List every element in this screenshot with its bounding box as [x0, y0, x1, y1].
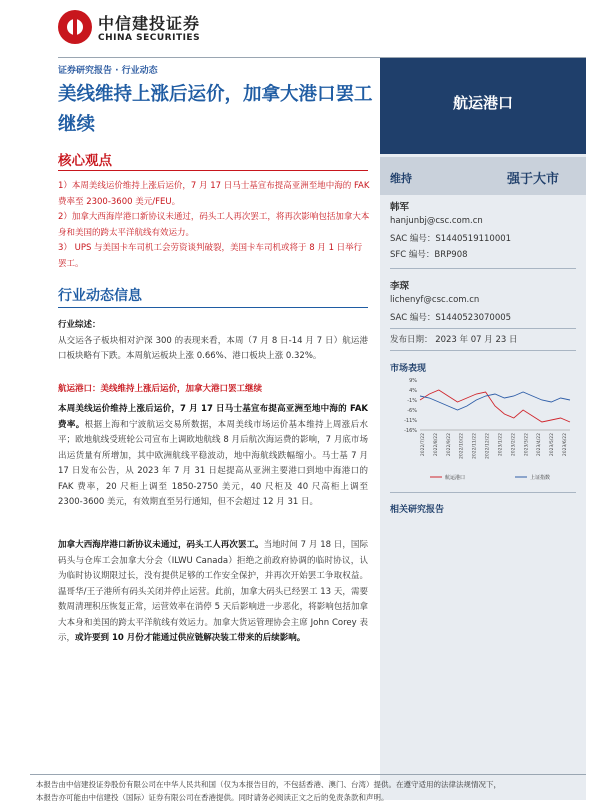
x-tick-label: 2022/7/22	[421, 433, 426, 457]
side-divider	[390, 268, 576, 269]
heading-rule	[58, 170, 368, 171]
analyst-1-name: 韩军	[390, 202, 410, 213]
disclaimer-line-2: 本报告亦可能由中信建投（国际）证券有限公司在香港提供。同时请务必阅读正文之后的免责条款和声明。	[36, 793, 389, 802]
x-tick-label: 2023/6/22	[563, 433, 568, 457]
x-tick-label: 2022/10/22	[459, 433, 465, 459]
company-name-cn: 中信建投证券	[98, 14, 201, 33]
y-tick-label: 9%	[409, 378, 417, 384]
analyst-1-sac: SAC 编号：S1440519110001	[390, 234, 512, 244]
side-divider	[390, 492, 576, 493]
paragraph-1-lead: 本周美线运价维持上涨后运价，7 月 17 日马士基宣布提高亚洲至地中海的 FAK 费率。	[58, 404, 368, 430]
paragraph-1-body: 根据上海和宁波航运交易所数据，本周美线市场运价基本维持上周涨后水平；欧地航线受班轮公司宣布上调欧地航线 8 月后航次海运费的影响，7 月底市场出运货量有所增加，其中欧洲航线平稳波动，地中海航线跌幅缩小。马士基 7 月 17 日发布公告，从 2023 年 7 月 31 日起提高从亚洲主要港口到地中海港口的 FAK 费率，20 尺柜上调至 1850-2750 美元，40 尺柜及 40 尺高柜上调至 2300-3600 美元，有效期直至另行通知，但不会超过 12 月 31 日。	[58, 419, 368, 507]
rating-value: 强于大市	[507, 172, 560, 187]
x-tick-label: 2023/2/22	[511, 433, 517, 457]
legend-label: 上证指数	[530, 475, 551, 481]
paragraph-2	[58, 538, 368, 647]
document-type: 证券研究报告 · 行业动态	[58, 66, 158, 76]
company-logo-icon	[58, 10, 92, 44]
overview-text: 从交运各子板块相对沪深 300 的表现来看，本周（7 月 8 日-14 月 7 日）航运港口板块略有下跌。本周航运板块上涨 0.66%、港口板块上涨 0.32%。	[58, 335, 368, 361]
industry-heading: 行业动态信息	[58, 288, 142, 304]
rating-action: 维持	[390, 172, 412, 185]
x-tick-label: 2022/11/22	[472, 433, 478, 459]
key-point-2: 2）加拿大西海岸港口新协议未通过，码头工人再次罢工，将再次影响包括加拿大本身和美国的跨太平洋航线有效运力。	[58, 212, 370, 238]
market-performance-heading: 市场表现	[390, 364, 427, 374]
side-divider	[390, 328, 576, 329]
sector-label: 航运港口	[452, 94, 513, 112]
analyst-1-email[interactable]: hanjunbj@csc.com.cn	[390, 216, 483, 226]
paragraph-2-tail: 或许要到 10 月份才能通过供应链解决装工带来的后续影响。	[75, 633, 306, 643]
disclaimer-line-1: 本报告由中信建投证券股份有限公司在中华人民共和国（仅为本报告目的，不包括香港、澳门、台湾）提供。在遵守适用的法律法规情况下，	[36, 780, 501, 789]
key-point-3: 3） UPS 与美国卡车司机工会劳资谈判破裂，美国卡车司机或将于 8 月 1 日举行罢工。	[58, 243, 363, 269]
paragraph-1	[58, 402, 368, 511]
y-tick-label: -1%	[407, 398, 417, 404]
y-tick-label: 4%	[409, 388, 417, 394]
side-divider	[390, 350, 576, 351]
analyst-2-sac: SAC 编号：S1440523070005	[390, 313, 512, 323]
key-points-heading: 核心观点	[58, 153, 112, 169]
analyst-2-email[interactable]: lichenyf@csc.com.cn	[390, 295, 480, 305]
heading-rule	[58, 307, 368, 308]
overview-block	[58, 318, 368, 365]
footer-divider	[30, 774, 586, 775]
publish-date: 发布日期： 2023 年 07 月 23 日	[390, 335, 518, 345]
analyst-1-sfc: SFC 编号：BRP908	[390, 250, 468, 260]
x-tick-label: 2022/9/22	[446, 433, 452, 457]
x-tick-label: 2023/1/22	[498, 433, 504, 457]
overview-label: 行业综述：	[58, 320, 101, 330]
series-line-1	[420, 392, 570, 410]
y-tick-label: -11%	[404, 418, 417, 424]
legend-label: 航运港口	[445, 475, 466, 481]
x-tick-label: 2023/3/22	[524, 433, 530, 457]
x-tick-label: 2023/4/22	[537, 433, 543, 457]
paragraph-2-body: 当地时间 7 月 18 日，国际码头与仓库工会加拿大分会（ILWU Canada）拒绝之前政府协调的临时协议，认为临时协议期限过长，没有提供足够的工作安全保护，并再次开始罢工争取权益。温哥华/王子港所有码头关闭并停止运营。此前，加拿大码头已经罢工 13 天，需要数周清理积压恢复正常，运营效率在消停 5 天后影响进一步恶化，将影响包括加拿大本身和美国的跨太平洋航线有效运力。加拿大货运管理协会主席 John Corey 表示，	[58, 540, 368, 643]
y-tick-label: -6%	[407, 408, 417, 414]
key-point-1: 1）本周美线运价维持上涨后运价，7 月 17 日马士基宣布提高亚洲至地中海的 FAK 费率至 2300-3600 美元/FEU。	[58, 181, 370, 207]
x-tick-label: 2022/8/22	[433, 433, 439, 457]
y-tick-label: -16%	[404, 428, 417, 434]
sub-heading: 航运港口：美线维持上涨后运价，加拿大港口罢工继续	[58, 384, 263, 394]
company-name-en: CHINA SECURITIES	[98, 33, 201, 43]
series-line-0	[420, 390, 570, 422]
paragraph-2-lead: 加拿大西海岸港口新协议未通过，码头工人再次罢工。	[58, 540, 264, 550]
analyst-2-name: 李琛	[390, 281, 410, 292]
x-tick-label: 2023/5/22	[550, 433, 556, 457]
related-reports-heading: 相关研究报告	[390, 505, 445, 515]
x-tick-label: 2022/12/22	[485, 433, 491, 459]
report-title: 美线维持上涨后运价，加拿大港口罢工继续	[58, 84, 373, 135]
market-performance-chart	[390, 375, 576, 485]
